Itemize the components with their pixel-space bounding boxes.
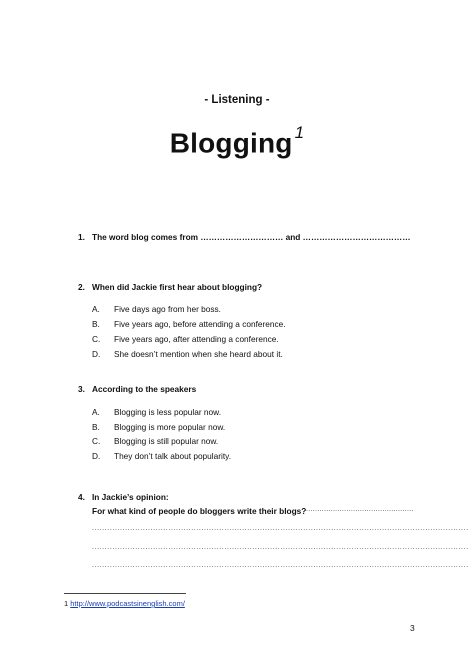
- question-1-number: 1.: [78, 232, 85, 242]
- question-4-answer-line-2[interactable]: ....................................................................................................................................................: [92, 544, 469, 551]
- question-3-option-b-text: Blogging is more popular now.: [114, 422, 226, 432]
- question-4-inline-answer-line[interactable]: ................................................: [306, 506, 414, 513]
- page-title: [0, 123, 474, 159]
- question-3-option-d-text: They don’t talk about popularity.: [114, 451, 231, 461]
- question-2-option-a-letter: A.: [92, 304, 100, 314]
- footnote-link[interactable]: http://www.podcastsinenglish.com/: [70, 599, 185, 608]
- section-subtitle: - Listening -: [204, 94, 270, 106]
- question-4-text: In Jackie’s opinion:: [92, 492, 169, 502]
- question-4-number: 4.: [78, 492, 85, 502]
- question-3-number: 3.: [78, 384, 85, 394]
- question-3-option-d-letter: D.: [92, 451, 101, 461]
- question-2-text: When did Jackie first hear about blogging?: [92, 282, 263, 292]
- question-2-option-b-text: Five years ago, before attending a conference.: [114, 319, 286, 329]
- question-4-answer-line-1[interactable]: ....................................................................................................................................................: [92, 525, 469, 532]
- question-2-number: 2.: [78, 282, 85, 292]
- footnote-mark: 1: [64, 599, 69, 608]
- question-1-text: The word blog comes from ………………………… and …………………………………: [92, 232, 411, 242]
- question-3-option-a-letter: A.: [92, 407, 100, 417]
- question-3-text: According to the speakers: [92, 384, 197, 394]
- question-2-option-a-text: Five days ago from her boss.: [114, 304, 221, 314]
- page-number: 3: [410, 623, 415, 633]
- question-4-subtext: For what kind of people do bloggers write their blogs?: [92, 506, 307, 516]
- question-2-option-c-letter: C.: [92, 334, 101, 344]
- title-footnote-mark: 1: [294, 123, 305, 142]
- question-3-option-c-text: Blogging is still popular now.: [114, 436, 219, 446]
- question-2-option-c-text: Five years ago, after attending a conference.: [114, 334, 279, 344]
- title-text: Blogging: [169, 127, 293, 159]
- question-2-option-d-letter: D.: [92, 349, 101, 359]
- question-3-option-c-letter: C.: [92, 436, 101, 446]
- question-3-option-b-letter: B.: [92, 422, 100, 432]
- question-3-option-a-text: Blogging is less popular now.: [114, 407, 222, 417]
- question-4-answer-line-3[interactable]: ....................................................................................................................................................: [92, 562, 469, 569]
- question-2-option-d-text: She doesn’t mention when she heard about it.: [114, 349, 283, 359]
- footnote: [64, 599, 185, 608]
- question-2-option-b-letter: B.: [92, 319, 100, 329]
- footnote-divider: [64, 593, 186, 594]
